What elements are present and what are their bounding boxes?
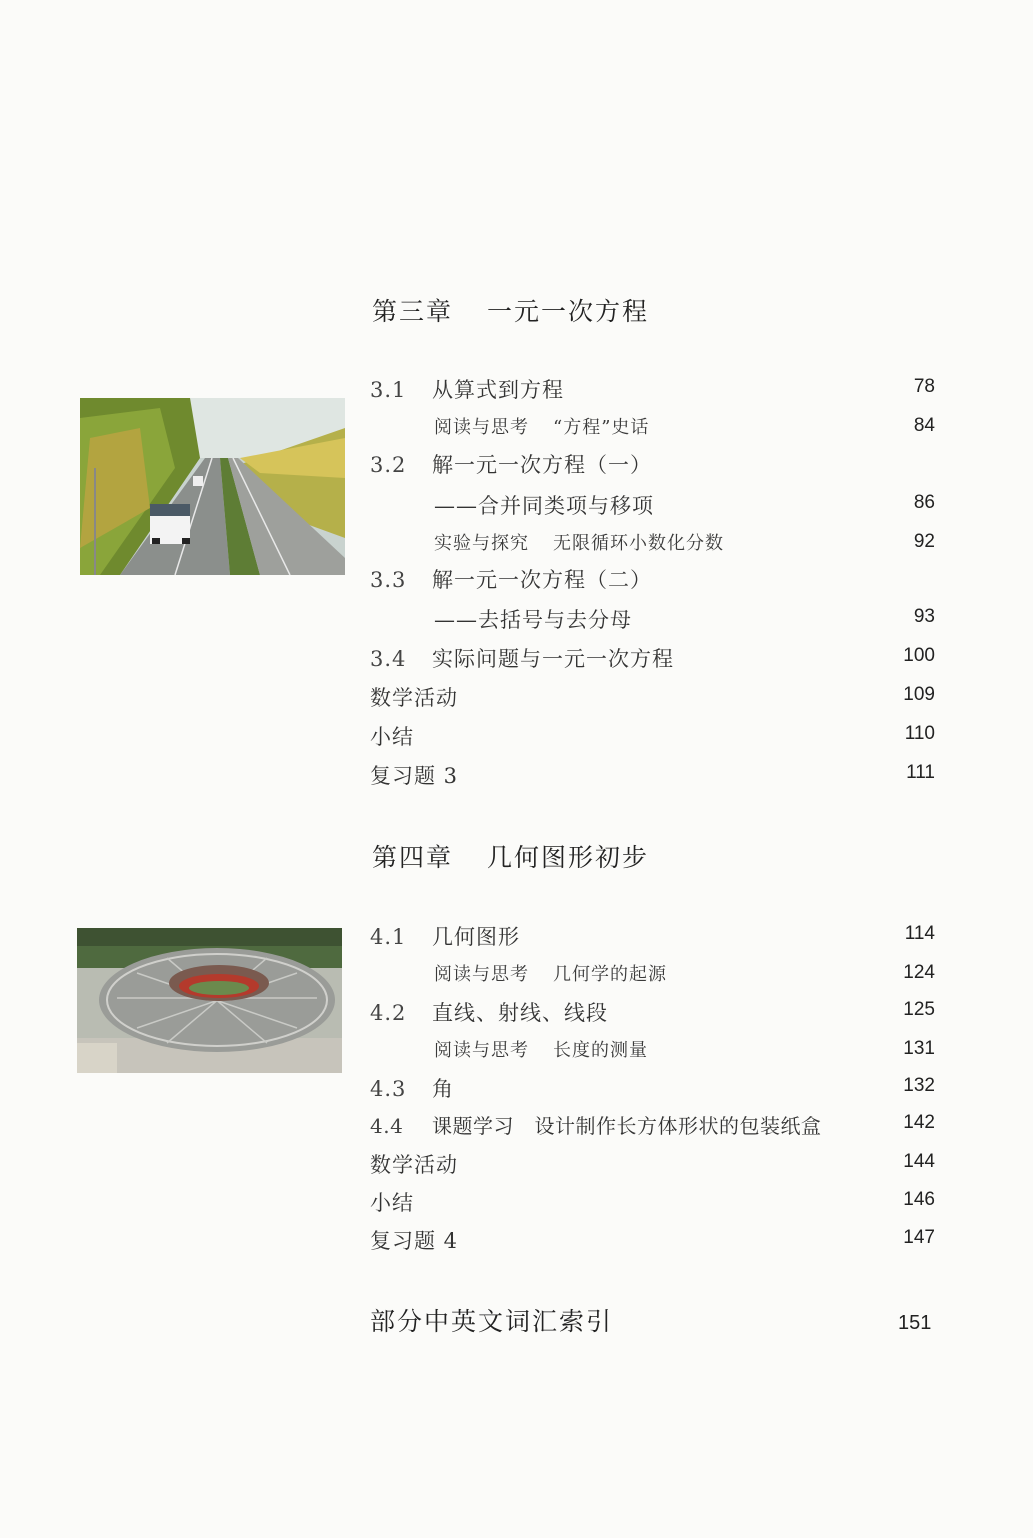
toc-row-3-4[interactable]	[370, 643, 935, 677]
index-heading[interactable]: 部分中英文词汇索引	[370, 1307, 614, 1336]
chapter-3-heading	[372, 292, 649, 328]
page-number: 110	[904, 723, 935, 744]
toc-row-summary-4[interactable]	[370, 1187, 935, 1221]
page-number: 144	[903, 1151, 935, 1172]
page-number: 92	[913, 531, 935, 552]
page-number: 125	[903, 999, 935, 1020]
section-number: 4.1	[370, 925, 407, 949]
stadium-photo	[77, 928, 342, 1073]
page-number: 84	[913, 415, 935, 436]
index-page-number: 151	[898, 1312, 932, 1334]
section-title: 课题学习 设计制作长方体形状的包装纸盒	[432, 1114, 822, 1138]
section-number: 4.4	[370, 1114, 404, 1138]
page-number: 114	[904, 923, 935, 944]
toc-row-reading-3[interactable]	[370, 1036, 935, 1070]
toc-row-3-2-cont[interactable]	[370, 490, 935, 524]
page-number: 124	[903, 962, 935, 983]
toc-row-summary[interactable]	[370, 721, 935, 755]
page-number: 111	[906, 762, 935, 783]
section-title: 直线、射线、线段	[432, 1001, 608, 1025]
section-number: 3.2	[370, 453, 407, 477]
chapter-4-heading	[372, 838, 649, 874]
toc-row-4-4[interactable]	[370, 1110, 935, 1144]
chapter-4-number: 第四章	[372, 843, 454, 872]
toc-row-math-activity-4[interactable]	[370, 1149, 935, 1183]
section-title: 实际问题与一元一次方程	[432, 647, 674, 671]
section-number: 4.3	[370, 1077, 407, 1101]
page-number: 100	[903, 645, 935, 666]
subsection-title: 无限循环小数化分数	[553, 533, 724, 554]
page-number: 146	[903, 1189, 935, 1210]
page-number: 78	[913, 376, 935, 397]
toc-row-3-3-cont[interactable]	[370, 604, 935, 638]
section-title: 解一元一次方程（二）	[432, 568, 652, 592]
section-number: 3.1	[370, 378, 407, 402]
page-number: 86	[913, 492, 935, 513]
section-title: 角	[432, 1077, 454, 1101]
toc-row-3-2[interactable]	[370, 449, 935, 483]
chapter-4-title: 几何图形初步	[487, 843, 650, 872]
subsection-label: 阅读与思考	[434, 417, 529, 438]
toc-row-review[interactable]	[370, 760, 935, 794]
subsection-label: 实验与探究	[434, 533, 529, 554]
entry-title: 复习题 3	[370, 764, 459, 788]
page-number: 147	[903, 1227, 935, 1248]
section-subtitle: ——合并同类项与移项	[434, 494, 654, 518]
toc-row-experiment[interactable]	[370, 529, 935, 563]
subsection-title: “方程”史话	[553, 417, 650, 438]
toc-row-4-1[interactable]	[370, 921, 935, 955]
toc-row-reading-1[interactable]	[370, 413, 935, 447]
section-title: 从算式到方程	[432, 378, 564, 402]
entry-title: 小结	[370, 725, 414, 749]
chapter-3-title: 一元一次方程	[487, 297, 650, 326]
section-number: 3.3	[370, 568, 407, 592]
subsection-title: 几何学的起源	[553, 964, 667, 985]
highway-photo	[80, 398, 345, 575]
toc-row-4-2[interactable]	[370, 997, 935, 1031]
page-number: 131	[903, 1038, 935, 1059]
section-number: 3.4	[370, 647, 407, 671]
page-number: 132	[903, 1075, 935, 1096]
section-title: 解一元一次方程（一）	[432, 453, 652, 477]
subsection-label: 阅读与思考	[434, 964, 529, 985]
toc-row-3-3[interactable]	[370, 564, 935, 598]
subsection-label: 阅读与思考	[434, 1040, 529, 1061]
toc-row-3-1[interactable]	[370, 374, 935, 408]
entry-title: 数学活动	[370, 1153, 458, 1177]
entry-title: 小结	[370, 1191, 414, 1215]
section-number: 4.2	[370, 1001, 407, 1025]
toc-row-math-activity[interactable]	[370, 682, 935, 716]
entry-title: 数学活动	[370, 686, 458, 710]
entry-title: 复习题 4	[370, 1229, 459, 1253]
toc-row-review-4[interactable]	[370, 1225, 935, 1259]
page-number: 109	[903, 684, 935, 705]
section-title: 几何图形	[432, 925, 520, 949]
page-number: 142	[903, 1112, 935, 1133]
subsection-title: 长度的测量	[553, 1040, 648, 1061]
section-subtitle: ——去括号与去分母	[434, 608, 632, 632]
page-number: 93	[913, 606, 935, 627]
toc-row-reading-2[interactable]	[370, 960, 935, 994]
toc-row-4-3[interactable]	[370, 1073, 935, 1107]
chapter-3-number: 第三章	[372, 297, 454, 326]
